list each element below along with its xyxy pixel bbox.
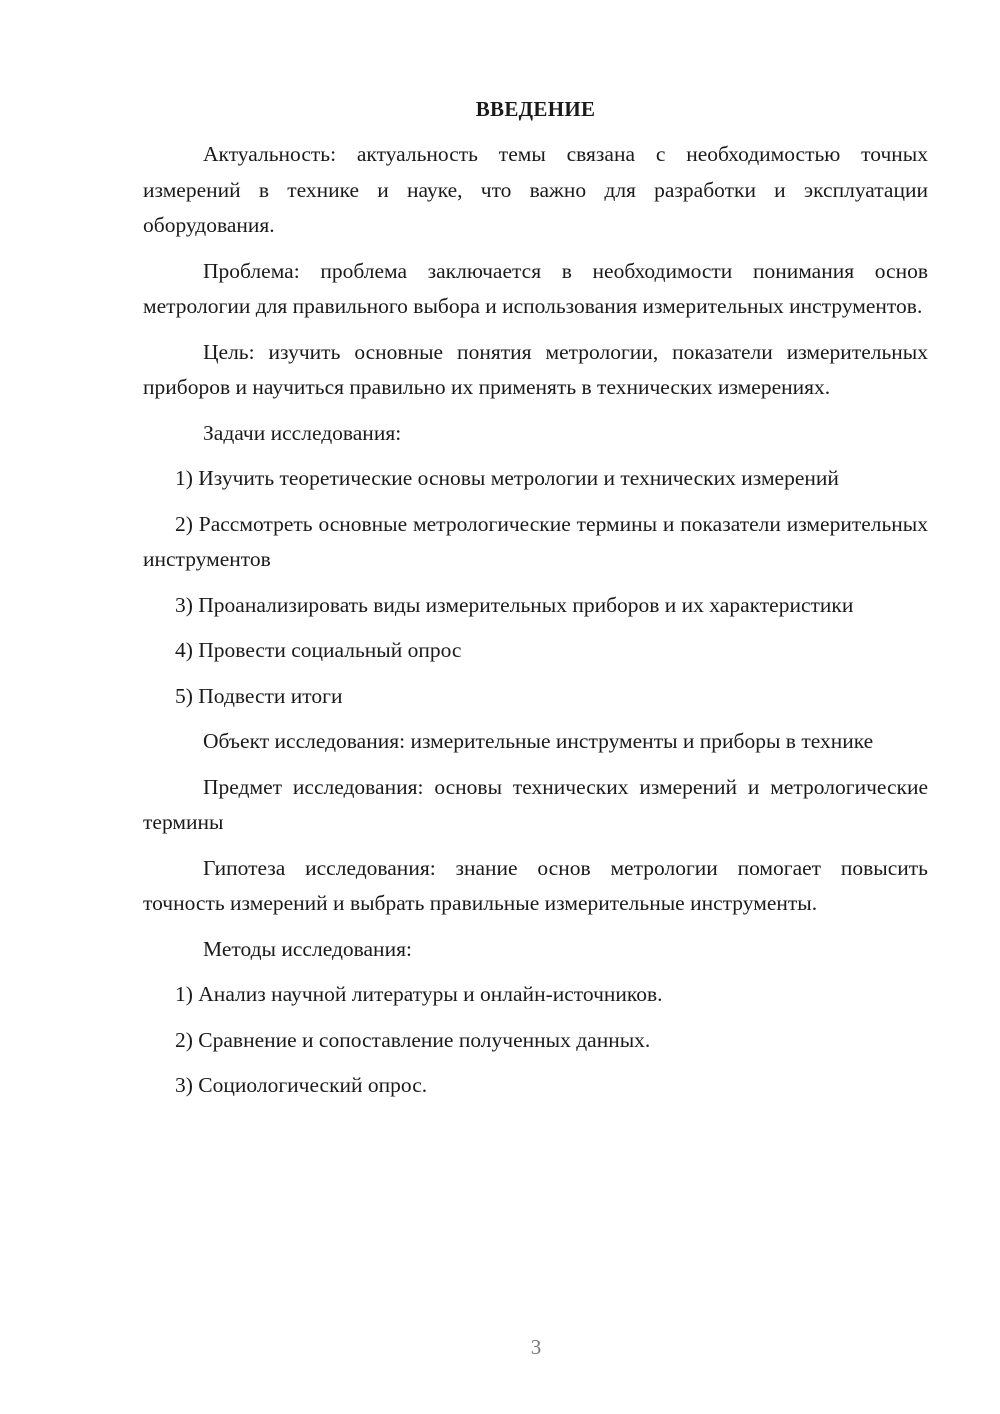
method-item: 1) Анализ научной литературы и онлайн-источников.	[175, 982, 663, 1006]
subject-paragraph: Предмет исследования: основы технических измерений и метрологические термины	[143, 774, 928, 834]
relevance-paragraph: Актуальность: актуальность темы связана с необходимостью точных измерений в технике и науке, что важно для разработки и эксплуатации оборудования.	[143, 142, 928, 237]
method-item: 3) Социологический опрос.	[175, 1073, 428, 1097]
task-item: 1) Изучить теоретические основы метрологии и технических измерений	[175, 466, 839, 490]
tasks-heading: Задачи исследования:	[203, 420, 402, 445]
hypothesis-paragraph: Гипотеза исследования: знание основ метрологии помогает повысить точность измерений и выбрать правильные измерительные инструменты.	[143, 855, 928, 915]
task-item: 5) Подвести итоги	[175, 683, 343, 708]
page-number: 3	[530, 1335, 542, 1359]
problem-paragraph: Проблема: проблема заключается в необходимости понимания основ метрологии для правильного выбора и использования измерительных инструментов.	[143, 258, 928, 318]
object-paragraph: Объект исследования: измерительные инструменты и приборы в технике	[203, 729, 874, 753]
section-title: ВВЕДЕНИЕ	[475, 97, 596, 121]
goal-paragraph: Цель: изучить основные понятия метрологии, показатели измерительных приборов и научиться правильно их применять в технических измерениях.	[143, 339, 928, 399]
method-item: 2) Сравнение и сопоставление полученных данных.	[175, 1027, 651, 1052]
page-content	[143, 92, 928, 1114]
task-item: 3) Проанализировать виды измерительных приборов и их характеристики	[175, 592, 854, 617]
methods-heading: Методы исследования:	[203, 936, 412, 961]
task-item: 4) Провести социальный опрос	[175, 638, 462, 662]
task-item: 2) Рассмотреть основные метрологические термины и показатели измерительных инструментов	[143, 511, 928, 571]
